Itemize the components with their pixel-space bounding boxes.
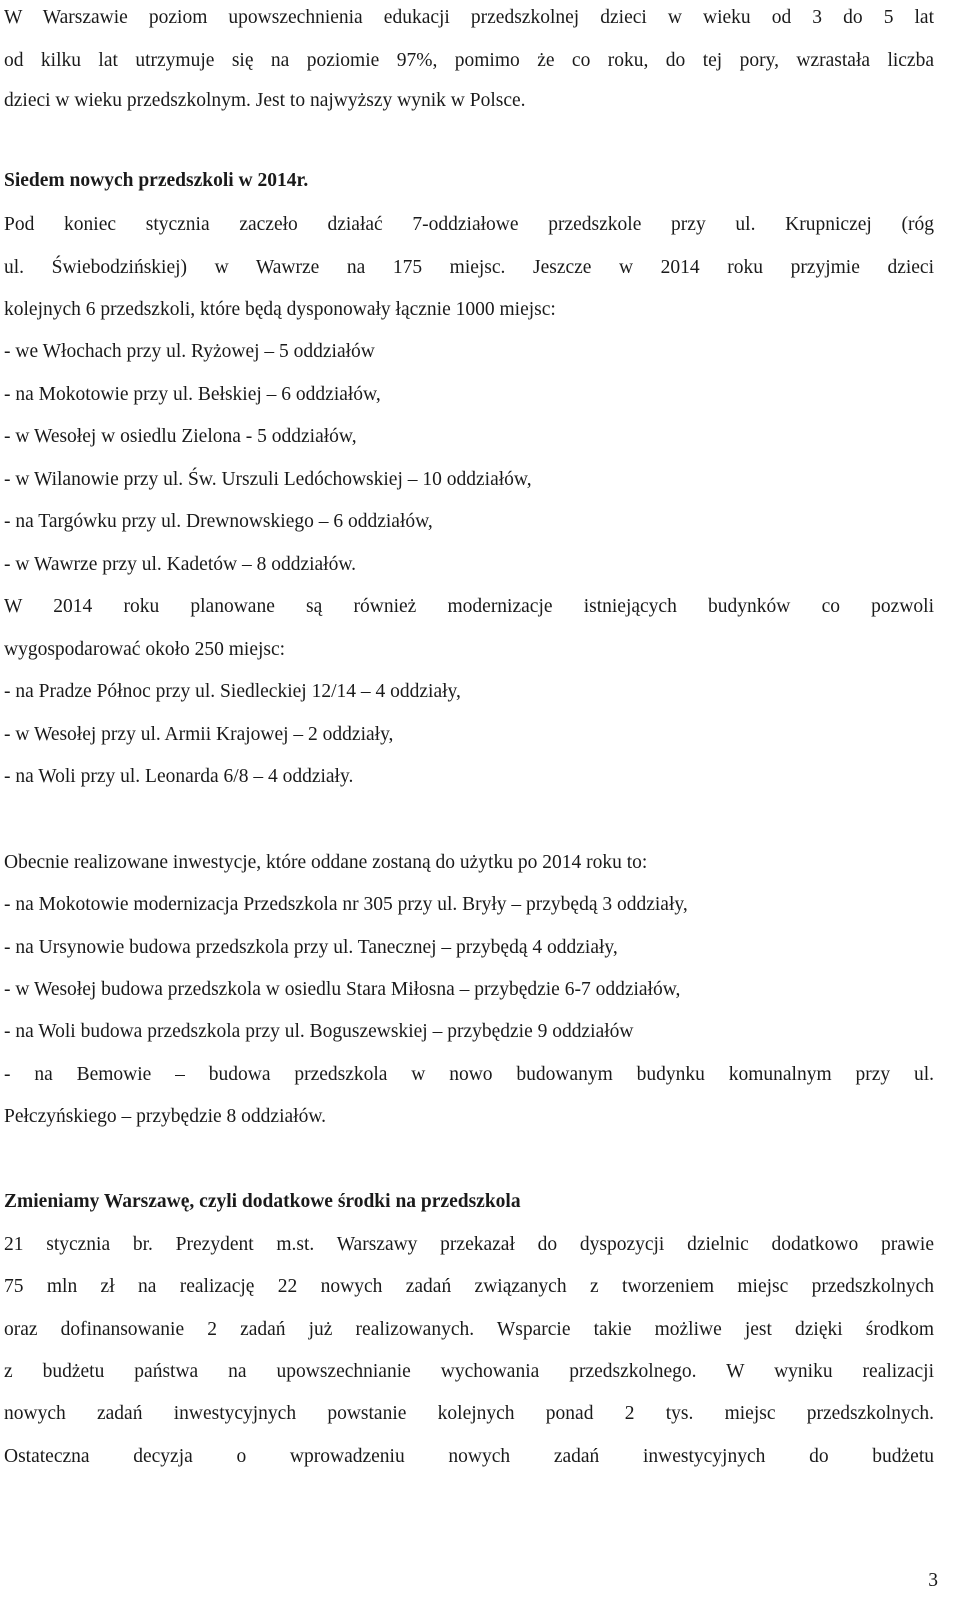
- list-item: - na Targówku przy ul. Drewnowskiego – 6 oddziałów,: [4, 511, 433, 532]
- paragraph-line: dzieci w wieku przedszkolnym. Jest to najwyższy wynik w Polsce.: [4, 90, 526, 111]
- list-item: - w Wesołej budowa przedszkola w osiedlu Stara Miłosna – przybędzie 6-7 oddziałów,: [4, 979, 681, 1000]
- list-item: - w Wesołej w osiedlu Zielona - 5 oddziałów,: [4, 426, 357, 447]
- paragraph-line: W 2014 roku planowane są również modernizacje istniejących budynków co pozwoli: [4, 596, 934, 617]
- list-item: - na Woli budowa przedszkola przy ul. Boguszewskiej – przybędzie 9 oddziałów: [4, 1021, 634, 1042]
- list-item: - na Mokotowie przy ul. Bełskiej – 6 oddziałów,: [4, 384, 381, 405]
- paragraph-line: 21 stycznia br. Prezydent m.st. Warszawy przekazał do dyspozycji dzielnic dodatkowo prawie: [4, 1234, 934, 1255]
- paragraph-line: od kilku lat utrzymuje się na poziomie 97%, pomimo że co roku, do tej pory, wzrastała liczba: [4, 50, 934, 71]
- list-item: - na Ursynowie budowa przedszkola przy ul. Tanecznej – przybędą 4 oddziały,: [4, 937, 618, 958]
- page-number: 3: [928, 1570, 938, 1591]
- list-item: Pełczyńskiego – przybędzie 8 oddziałów.: [4, 1106, 327, 1127]
- paragraph-line: kolejnych 6 przedszkoli, które będą dysponowały łącznie 1000 miejsc:: [4, 299, 556, 320]
- paragraph-line: z budżetu państwa na upowszechnianie wychowania przedszkolnego. W wyniku realizacji: [4, 1361, 934, 1382]
- list-item: - we Włochach przy ul. Ryżowej – 5 oddziałów: [4, 341, 375, 362]
- paragraph-line: Pod koniec stycznia zaczeło działać 7-oddziałowe przedszkole przy ul. Krupniczej (róg: [4, 214, 934, 235]
- list-item: - na Bemowie – budowa przedszkola w nowo budowanym budynku komunalnym przy ul.: [4, 1064, 934, 1085]
- list-item: - na Mokotowie modernizacja Przedszkola nr 305 przy ul. Bryły – przybędą 3 oddziały,: [4, 894, 688, 915]
- paragraph-line: wygospodarować około 250 miejsc:: [4, 639, 286, 660]
- paragraph-line: nowych zadań inwestycyjnych powstanie kolejnych ponad 2 tys. miejsc przedszkolnych.: [4, 1403, 934, 1424]
- paragraph-line: W Warszawie poziom upowszechnienia edukacji przedszkolnej dzieci w wieku od 3 do 5 lat: [4, 7, 934, 28]
- paragraph-line: 75 mln zł na realizację 22 nowych zadań związanych z tworzeniem miejsc przedszkolnych: [4, 1276, 934, 1297]
- list-item: - w Wesołej przy ul. Armii Krajowej – 2 oddziały,: [4, 724, 394, 745]
- section-heading: Siedem nowych przedszkoli w 2014r.: [4, 170, 309, 191]
- list-item: - na Woli przy ul. Leonarda 6/8 – 4 oddziały.: [4, 766, 354, 787]
- list-item: - na Pradze Północ przy ul. Siedleckiej 12/14 – 4 oddziały,: [4, 681, 461, 702]
- paragraph-line: oraz dofinansowanie 2 zadań już realizowanych. Wsparcie takie możliwe jest dzięki środkom: [4, 1319, 934, 1340]
- paragraph-line: ul. Świebodzińskiej) w Wawrze na 175 miejsc. Jeszcze w 2014 roku przyjmie dzieci: [4, 257, 934, 278]
- paragraph-line: Ostateczna decyzja o wprowadzeniu nowych zadań inwestycyjnych do budżetu: [4, 1446, 934, 1467]
- section-heading: Zmieniamy Warszawę, czyli dodatkowe środki na przedszkola: [4, 1191, 521, 1212]
- paragraph-line: Obecnie realizowane inwestycje, które oddane zostaną do użytku po 2014 roku to:: [4, 852, 648, 873]
- list-item: - w Wilanowie przy ul. Św. Urszuli Ledóchowskiej – 10 oddziałów,: [4, 469, 532, 490]
- list-item: - w Wawrze przy ul. Kadetów – 8 oddziałów.: [4, 554, 357, 575]
